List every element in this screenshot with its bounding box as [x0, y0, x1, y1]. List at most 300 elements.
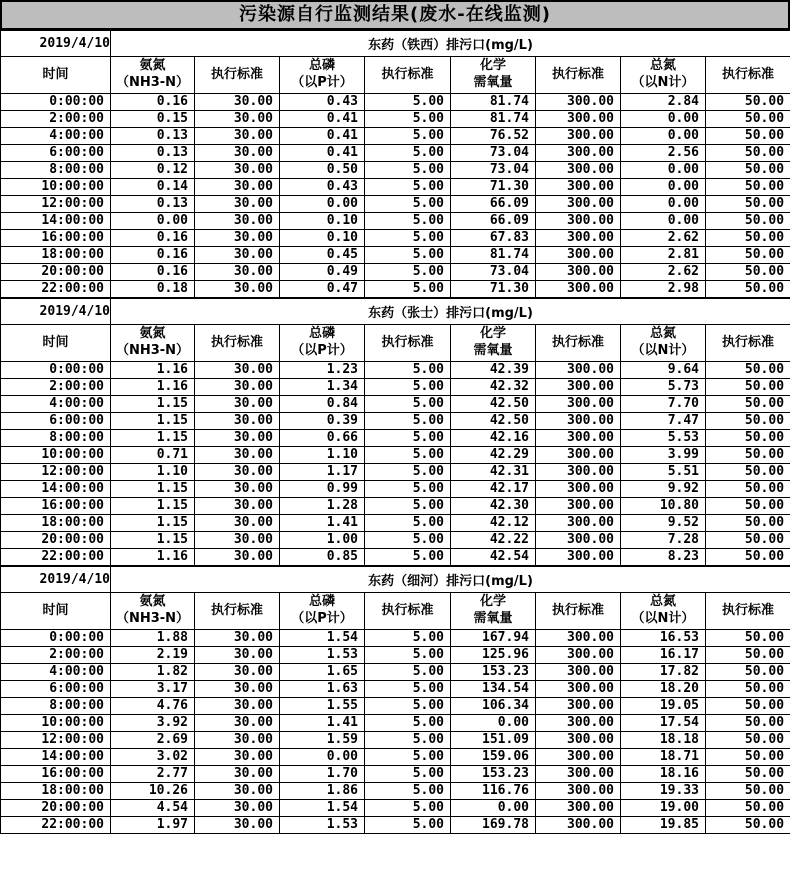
value-cell: 300.00: [536, 464, 621, 481]
value-cell: 5.00: [365, 396, 451, 413]
value-cell: 0.43: [280, 94, 365, 111]
value-cell: 0.47: [280, 281, 365, 298]
value-cell: 10.26: [111, 783, 195, 800]
table-row: [1, 362, 790, 379]
value-cell: 30.00: [195, 396, 280, 413]
value-cell: 42.29: [451, 447, 536, 464]
table-row: [1, 94, 790, 111]
time-cell: 2:00:00: [1, 647, 111, 664]
value-cell: 1.15: [111, 481, 195, 498]
value-cell: 0.99: [280, 481, 365, 498]
table-row: [1, 630, 790, 647]
value-cell: 16.53: [621, 630, 706, 647]
table-row: [1, 647, 790, 664]
value-cell: 2.77: [111, 766, 195, 783]
value-cell: 30.00: [195, 766, 280, 783]
value-cell: 0.15: [111, 111, 195, 128]
value-cell: 300.00: [536, 447, 621, 464]
value-cell: 30.00: [195, 515, 280, 532]
value-cell: 5.53: [621, 430, 706, 447]
value-cell: 2.81: [621, 247, 706, 264]
table-row: [1, 766, 790, 783]
time-cell: 4:00:00: [1, 396, 111, 413]
time-cell: 16:00:00: [1, 498, 111, 515]
column-header: 总氮 （以N计）: [621, 57, 706, 94]
time-cell: 4:00:00: [1, 128, 111, 145]
value-cell: 30.00: [195, 379, 280, 396]
value-cell: 5.00: [365, 264, 451, 281]
value-cell: 0.39: [280, 413, 365, 430]
time-cell: 16:00:00: [1, 230, 111, 247]
value-cell: 30.00: [195, 264, 280, 281]
outlet-title: 东药（铁西）排污口(mg/L): [111, 31, 790, 57]
value-cell: 2.62: [621, 264, 706, 281]
time-cell: 18:00:00: [1, 515, 111, 532]
time-cell: 10:00:00: [1, 447, 111, 464]
value-cell: 300.00: [536, 800, 621, 817]
value-cell: 66.09: [451, 196, 536, 213]
value-cell: 1.34: [280, 379, 365, 396]
value-cell: 300.00: [536, 247, 621, 264]
value-cell: 50.00: [706, 481, 790, 498]
value-cell: 2.19: [111, 647, 195, 664]
value-cell: 0.45: [280, 247, 365, 264]
value-cell: 50.00: [706, 111, 790, 128]
time-cell: 14:00:00: [1, 749, 111, 766]
value-cell: 5.00: [365, 766, 451, 783]
table-row: [1, 162, 790, 179]
column-header: 氨氮 （NH3-N）: [111, 57, 195, 94]
value-cell: 30.00: [195, 145, 280, 162]
value-cell: 300.00: [536, 264, 621, 281]
report-title: 污染源自行监测结果(废水-在线监测): [0, 0, 790, 30]
value-cell: 153.23: [451, 664, 536, 681]
value-cell: 300.00: [536, 213, 621, 230]
value-cell: 30.00: [195, 413, 280, 430]
value-cell: 30.00: [195, 230, 280, 247]
value-cell: 5.00: [365, 647, 451, 664]
value-cell: 50.00: [706, 464, 790, 481]
column-header: 氨氮 （NH3-N）: [111, 593, 195, 630]
value-cell: 0.41: [280, 111, 365, 128]
table-row: [1, 281, 790, 298]
value-cell: 81.74: [451, 111, 536, 128]
value-cell: 42.50: [451, 396, 536, 413]
value-cell: 1.88: [111, 630, 195, 647]
value-cell: 50.00: [706, 362, 790, 379]
table-row: [1, 783, 790, 800]
value-cell: 1.54: [280, 630, 365, 647]
value-cell: 5.00: [365, 817, 451, 834]
value-cell: 30.00: [195, 362, 280, 379]
monitor-table: [0, 30, 790, 298]
value-cell: 50.00: [706, 715, 790, 732]
value-cell: 81.74: [451, 94, 536, 111]
section-date-row: [1, 567, 790, 593]
value-cell: 50.00: [706, 379, 790, 396]
time-cell: 14:00:00: [1, 481, 111, 498]
value-cell: 0.71: [111, 447, 195, 464]
table-row: [1, 179, 790, 196]
value-cell: 50.00: [706, 396, 790, 413]
value-cell: 50.00: [706, 230, 790, 247]
value-cell: 1.15: [111, 532, 195, 549]
time-cell: 12:00:00: [1, 196, 111, 213]
value-cell: 0.43: [280, 179, 365, 196]
value-cell: 169.78: [451, 817, 536, 834]
value-cell: 30.00: [195, 749, 280, 766]
value-cell: 4.76: [111, 698, 195, 715]
time-cell: 22:00:00: [1, 281, 111, 298]
value-cell: 0.00: [621, 111, 706, 128]
time-cell: 8:00:00: [1, 162, 111, 179]
time-cell: 8:00:00: [1, 698, 111, 715]
value-cell: 67.83: [451, 230, 536, 247]
value-cell: 71.30: [451, 179, 536, 196]
value-cell: 30.00: [195, 196, 280, 213]
table-row: [1, 732, 790, 749]
value-cell: 5.00: [365, 549, 451, 566]
value-cell: 5.00: [365, 732, 451, 749]
value-cell: 300.00: [536, 549, 621, 566]
time-cell: 20:00:00: [1, 264, 111, 281]
time-cell: 0:00:00: [1, 362, 111, 379]
table-row: [1, 715, 790, 732]
value-cell: 50.00: [706, 647, 790, 664]
value-cell: 73.04: [451, 264, 536, 281]
value-cell: 3.17: [111, 681, 195, 698]
time-cell: 22:00:00: [1, 549, 111, 566]
value-cell: 5.00: [365, 698, 451, 715]
value-cell: 2.62: [621, 230, 706, 247]
value-cell: 30.00: [195, 664, 280, 681]
value-cell: 300.00: [536, 230, 621, 247]
value-cell: 19.33: [621, 783, 706, 800]
value-cell: 5.00: [365, 664, 451, 681]
value-cell: 30.00: [195, 481, 280, 498]
value-cell: 50.00: [706, 783, 790, 800]
value-cell: 300.00: [536, 162, 621, 179]
value-cell: 1.17: [280, 464, 365, 481]
value-cell: 1.82: [111, 664, 195, 681]
value-cell: 30.00: [195, 111, 280, 128]
value-cell: 134.54: [451, 681, 536, 698]
value-cell: 9.92: [621, 481, 706, 498]
value-cell: 300.00: [536, 532, 621, 549]
outlet-title: 东药（张士）排污口(mg/L): [111, 299, 790, 325]
value-cell: 3.92: [111, 715, 195, 732]
time-cell: 20:00:00: [1, 800, 111, 817]
table-body: [1, 31, 790, 298]
value-cell: 30.00: [195, 647, 280, 664]
value-cell: 50.00: [706, 664, 790, 681]
table-row: [1, 698, 790, 715]
time-cell: 0:00:00: [1, 94, 111, 111]
value-cell: 300.00: [536, 128, 621, 145]
table-row: [1, 800, 790, 817]
value-cell: 30.00: [195, 464, 280, 481]
monitor-table: [0, 298, 790, 566]
value-cell: 30.00: [195, 715, 280, 732]
column-header: 时间: [1, 325, 111, 362]
value-cell: 30.00: [195, 630, 280, 647]
column-header: 执行标准: [195, 57, 280, 94]
value-cell: 0.00: [621, 128, 706, 145]
report-date: 2019/4/10: [1, 567, 111, 593]
table-row: [1, 247, 790, 264]
value-cell: 1.53: [280, 817, 365, 834]
value-cell: 0.12: [111, 162, 195, 179]
time-cell: 16:00:00: [1, 766, 111, 783]
value-cell: 50.00: [706, 145, 790, 162]
value-cell: 1.41: [280, 715, 365, 732]
outlet-title: 东药（细河）排污口(mg/L): [111, 567, 790, 593]
column-header: 总磷 （以P计）: [280, 325, 365, 362]
value-cell: 7.28: [621, 532, 706, 549]
value-cell: 300.00: [536, 715, 621, 732]
value-cell: 5.00: [365, 481, 451, 498]
value-cell: 30.00: [195, 817, 280, 834]
value-cell: 50.00: [706, 749, 790, 766]
time-cell: 12:00:00: [1, 732, 111, 749]
value-cell: 42.30: [451, 498, 536, 515]
value-cell: 1.15: [111, 396, 195, 413]
value-cell: 300.00: [536, 396, 621, 413]
value-cell: 300.00: [536, 698, 621, 715]
value-cell: 2.98: [621, 281, 706, 298]
value-cell: 0.13: [111, 196, 195, 213]
value-cell: 5.00: [365, 213, 451, 230]
table-body: [1, 299, 790, 566]
section-date-row: [1, 31, 790, 57]
monitor-table: [0, 566, 790, 834]
value-cell: 42.32: [451, 379, 536, 396]
value-cell: 300.00: [536, 766, 621, 783]
table-row: [1, 264, 790, 281]
value-cell: 5.00: [365, 230, 451, 247]
value-cell: 5.00: [365, 162, 451, 179]
column-header: 执行标准: [706, 57, 790, 94]
value-cell: 50.00: [706, 766, 790, 783]
column-header: 执行标准: [365, 57, 451, 94]
value-cell: 50.00: [706, 94, 790, 111]
time-cell: 20:00:00: [1, 532, 111, 549]
value-cell: 2.69: [111, 732, 195, 749]
value-cell: 1.70: [280, 766, 365, 783]
column-header: 总磷 （以P计）: [280, 593, 365, 630]
table-row: [1, 664, 790, 681]
column-header: 总磷 （以P计）: [280, 57, 365, 94]
time-cell: 14:00:00: [1, 213, 111, 230]
value-cell: 42.31: [451, 464, 536, 481]
column-header: 执行标准: [536, 325, 621, 362]
value-cell: 5.00: [365, 430, 451, 447]
table-row: [1, 145, 790, 162]
value-cell: 42.22: [451, 532, 536, 549]
time-cell: 18:00:00: [1, 783, 111, 800]
value-cell: 1.28: [280, 498, 365, 515]
value-cell: 5.00: [365, 94, 451, 111]
value-cell: 30.00: [195, 247, 280, 264]
value-cell: 30.00: [195, 532, 280, 549]
value-cell: 300.00: [536, 664, 621, 681]
value-cell: 151.09: [451, 732, 536, 749]
value-cell: 71.30: [451, 281, 536, 298]
value-cell: 1.16: [111, 549, 195, 566]
value-cell: 5.00: [365, 281, 451, 298]
table-row: [1, 532, 790, 549]
time-cell: 2:00:00: [1, 379, 111, 396]
value-cell: 5.00: [365, 111, 451, 128]
value-cell: 30.00: [195, 698, 280, 715]
value-cell: 300.00: [536, 630, 621, 647]
value-cell: 30.00: [195, 498, 280, 515]
value-cell: 5.00: [365, 379, 451, 396]
value-cell: 0.16: [111, 264, 195, 281]
value-cell: 300.00: [536, 647, 621, 664]
section-date-row: [1, 299, 790, 325]
value-cell: 0.66: [280, 430, 365, 447]
value-cell: 5.00: [365, 630, 451, 647]
value-cell: 0.00: [621, 196, 706, 213]
value-cell: 50.00: [706, 196, 790, 213]
value-cell: 30.00: [195, 447, 280, 464]
value-cell: 50.00: [706, 630, 790, 647]
column-header: 总氮 （以N计）: [621, 593, 706, 630]
value-cell: 300.00: [536, 196, 621, 213]
value-cell: 1.23: [280, 362, 365, 379]
table-body: [1, 567, 790, 834]
value-cell: 300.00: [536, 111, 621, 128]
table-row: [1, 111, 790, 128]
column-header-row: [1, 57, 790, 94]
value-cell: 0.10: [280, 213, 365, 230]
value-cell: 50.00: [706, 498, 790, 515]
value-cell: 19.05: [621, 698, 706, 715]
value-cell: 0.10: [280, 230, 365, 247]
value-cell: 2.56: [621, 145, 706, 162]
value-cell: 5.00: [365, 179, 451, 196]
table-row: [1, 464, 790, 481]
value-cell: 0.00: [280, 749, 365, 766]
value-cell: 5.00: [365, 681, 451, 698]
value-cell: 50.00: [706, 681, 790, 698]
value-cell: 50.00: [706, 532, 790, 549]
report-date: 2019/4/10: [1, 299, 111, 325]
value-cell: 1.86: [280, 783, 365, 800]
value-cell: 50.00: [706, 128, 790, 145]
table-row: [1, 447, 790, 464]
value-cell: 1.97: [111, 817, 195, 834]
value-cell: 300.00: [536, 749, 621, 766]
value-cell: 0.00: [621, 179, 706, 196]
value-cell: 1.10: [111, 464, 195, 481]
time-cell: 10:00:00: [1, 715, 111, 732]
value-cell: 0.00: [621, 162, 706, 179]
value-cell: 30.00: [195, 732, 280, 749]
value-cell: 10.80: [621, 498, 706, 515]
value-cell: 5.00: [365, 515, 451, 532]
value-cell: 5.73: [621, 379, 706, 396]
value-cell: 1.53: [280, 647, 365, 664]
value-cell: 5.00: [365, 413, 451, 430]
value-cell: 18.71: [621, 749, 706, 766]
value-cell: 50.00: [706, 549, 790, 566]
value-cell: 167.94: [451, 630, 536, 647]
value-cell: 3.02: [111, 749, 195, 766]
value-cell: 300.00: [536, 515, 621, 532]
column-header: 执行标准: [195, 593, 280, 630]
column-header: 化学 需氧量: [451, 57, 536, 94]
value-cell: 19.85: [621, 817, 706, 834]
value-cell: 300.00: [536, 362, 621, 379]
value-cell: 30.00: [195, 681, 280, 698]
value-cell: 50.00: [706, 698, 790, 715]
value-cell: 1.65: [280, 664, 365, 681]
time-cell: 8:00:00: [1, 430, 111, 447]
value-cell: 5.00: [365, 247, 451, 264]
value-cell: 42.50: [451, 413, 536, 430]
value-cell: 300.00: [536, 145, 621, 162]
value-cell: 0.00: [451, 715, 536, 732]
value-cell: 30.00: [195, 162, 280, 179]
value-cell: 30.00: [195, 94, 280, 111]
value-cell: 106.34: [451, 698, 536, 715]
value-cell: 17.54: [621, 715, 706, 732]
value-cell: 50.00: [706, 732, 790, 749]
table-row: [1, 213, 790, 230]
value-cell: 5.00: [365, 196, 451, 213]
value-cell: 81.74: [451, 247, 536, 264]
value-cell: 30.00: [195, 783, 280, 800]
value-cell: 50.00: [706, 800, 790, 817]
time-cell: 2:00:00: [1, 111, 111, 128]
value-cell: 300.00: [536, 783, 621, 800]
value-cell: 0.00: [621, 213, 706, 230]
value-cell: 42.54: [451, 549, 536, 566]
value-cell: 50.00: [706, 430, 790, 447]
column-header: 执行标准: [706, 325, 790, 362]
value-cell: 300.00: [536, 681, 621, 698]
value-cell: 30.00: [195, 281, 280, 298]
column-header: 时间: [1, 57, 111, 94]
value-cell: 17.82: [621, 664, 706, 681]
value-cell: 153.23: [451, 766, 536, 783]
time-cell: 6:00:00: [1, 413, 111, 430]
value-cell: 8.23: [621, 549, 706, 566]
time-cell: 6:00:00: [1, 681, 111, 698]
value-cell: 5.00: [365, 800, 451, 817]
value-cell: 19.00: [621, 800, 706, 817]
value-cell: 1.00: [280, 532, 365, 549]
table-row: [1, 430, 790, 447]
column-header: 执行标准: [365, 593, 451, 630]
value-cell: 300.00: [536, 179, 621, 196]
value-cell: 5.51: [621, 464, 706, 481]
value-cell: 0.85: [280, 549, 365, 566]
column-header: 总氮 （以N计）: [621, 325, 706, 362]
value-cell: 30.00: [195, 549, 280, 566]
value-cell: 5.00: [365, 128, 451, 145]
value-cell: 9.52: [621, 515, 706, 532]
table-row: [1, 549, 790, 566]
value-cell: 42.17: [451, 481, 536, 498]
time-cell: 0:00:00: [1, 630, 111, 647]
value-cell: 300.00: [536, 94, 621, 111]
column-header-row: [1, 325, 790, 362]
column-header: 执行标准: [536, 57, 621, 94]
value-cell: 0.41: [280, 145, 365, 162]
